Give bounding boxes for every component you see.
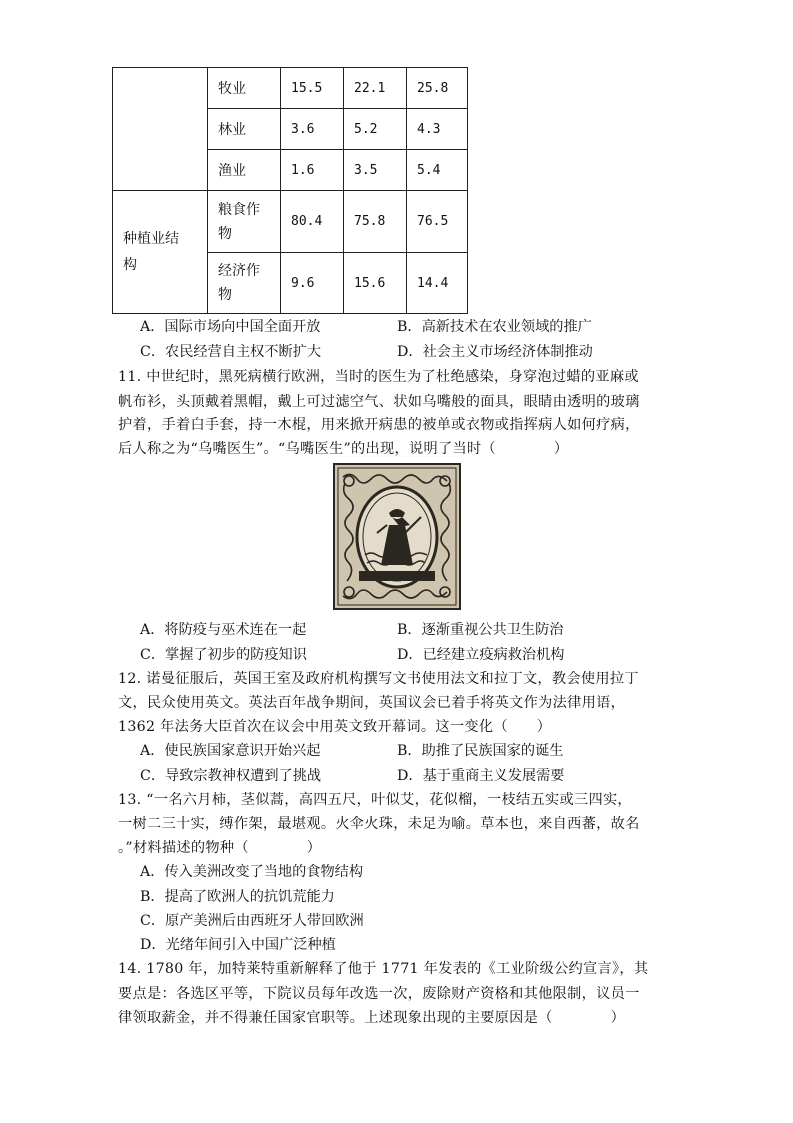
- q14-stem-line: 律领取薪金，并不得兼任国家官职等。上述现象出现的主要原因是（ ）: [118, 1010, 626, 1026]
- table-cell: 25.8: [407, 68, 468, 109]
- q13-option-b[interactable]: B．提高了欧洲人的抗饥荒能力: [140, 889, 335, 905]
- q12-option-a[interactable]: A．使民族国家意识开始兴起: [140, 743, 321, 759]
- table-cell: 75.8: [344, 191, 407, 253]
- q13-stem-line: 。”材料描述的物种（ ）: [118, 840, 322, 856]
- q13-stem-line: 一树二三十实，缚作架，最堪观。火伞火珠，未足为喻。草本也，来自西蕃，故名: [118, 816, 640, 832]
- q12-option-d[interactable]: D．基于重商主义发展需要: [397, 768, 565, 784]
- q11-stem-line: 护着，手着白手套，持一木棍，用来掀开病患的被单或衣物或指挥病人如何疗病，: [118, 417, 640, 433]
- q11-stem-line: 后人称之为“乌嘴医生”。“乌嘴医生”的出现，说明了当时（ ）: [118, 441, 569, 457]
- table-row-label: 林业: [208, 109, 281, 150]
- table-cell: 15.5: [281, 68, 344, 109]
- table-cell: 3.5: [344, 150, 407, 191]
- table-cell: 4.3: [407, 109, 468, 150]
- table-cell: 3.6: [281, 109, 344, 150]
- table-cell: 5.4: [407, 150, 468, 191]
- q13-option-c[interactable]: C．原产美洲后由西班牙人带回欧洲: [140, 913, 364, 929]
- q12-stem-line: 文，民众使用英文。英法百年战争期间，英国议会已着手将英文作为法律用语，: [118, 695, 626, 711]
- q10-option-a[interactable]: A．国际市场向中国全面开放: [140, 319, 321, 335]
- q14-stem-line: 要点是：各选区平等，下院议员每年改选一次，废除财产资格和其他限制，议员一: [118, 986, 640, 1002]
- table-row-label: 渔业: [208, 150, 281, 191]
- q10-option-d[interactable]: D．社会主义市场经济体制推动: [397, 344, 593, 360]
- table-cell: 22.1: [344, 68, 407, 109]
- table-row-label: 牧业: [208, 68, 281, 109]
- table-cell: 9.6: [281, 253, 344, 314]
- q13-option-a[interactable]: A．传入美洲改变了当地的食物结构: [140, 864, 364, 880]
- q10-option-b[interactable]: B．高新技术在农业领域的推广: [397, 319, 592, 335]
- q11-option-c[interactable]: C．掌握了初步的防疫知识: [140, 647, 307, 663]
- q10-option-c[interactable]: C．农民经营自主权不断扩大: [140, 344, 322, 360]
- q11-option-b[interactable]: B．逐渐重视公共卫生防治: [397, 622, 564, 638]
- table-cell: 1.6: [281, 150, 344, 191]
- group-label-line: 种植业结: [123, 231, 179, 247]
- row-label-line: 经济作: [218, 263, 260, 279]
- q12-stem-line: 1362 年法务大臣首次在议会中用英文致开幕词。这一变化（ ）: [118, 719, 552, 735]
- table-row: [113, 68, 468, 109]
- group-label-line: 构: [123, 257, 137, 273]
- table-cell: 80.4: [281, 191, 344, 253]
- table-row-label: [208, 253, 281, 314]
- q13-stem-line: 13. “一名六月柿，茎似蒿，高四五尺，叶似艾，花似榴，一枝结五实或三四实，: [118, 792, 632, 808]
- table-group-label: [113, 191, 208, 314]
- table-row: [113, 191, 468, 253]
- q11-option-d[interactable]: D．已经建立疫病救治机构: [397, 647, 565, 663]
- row-label-line: 粮食作: [218, 201, 260, 218]
- statistics-table: [112, 67, 468, 314]
- q12-option-c[interactable]: C．导致宗教神权遭到了挑战: [140, 768, 322, 784]
- table-cell: 5.2: [344, 109, 407, 150]
- q12-stem-line: 12. 诺曼征服后，英国王室及政府机构撰写文书使用法文和拉丁文，教会使用拉丁: [118, 671, 639, 687]
- q13-option-d[interactable]: D．光绪年间引入中国广泛种植: [140, 937, 336, 953]
- q11-stem-line: 帆布衫，头顶戴着黑帽，戴上可过滤空气、状如乌嘴般的面具，眼睛由透明的玻璃: [118, 394, 640, 410]
- table-cell: 15.6: [344, 253, 407, 314]
- table-row-label: [208, 191, 281, 253]
- table-cell: 76.5: [407, 191, 468, 253]
- plague-doctor-engraving: [333, 463, 461, 610]
- table-cell: 14.4: [407, 253, 468, 314]
- row-label-line: 物: [218, 225, 232, 242]
- q11-stem-line: 11. 中世纪时，黑死病横行欧洲，当时的医生为了杜绝感染，身穿泡过蜡的亚麻或: [118, 369, 639, 385]
- q11-option-a[interactable]: A．将防疫与巫术连在一起: [140, 622, 307, 638]
- q12-option-b[interactable]: B．助推了民族国家的诞生: [397, 743, 564, 759]
- q14-stem-line: 14. 1780 年，加特莱特重新解释了他于 1771 年发表的《工业阶级公约宣言》，其: [118, 961, 649, 977]
- table-group-cell-empty: [113, 68, 208, 191]
- row-label-line: 物: [218, 287, 232, 303]
